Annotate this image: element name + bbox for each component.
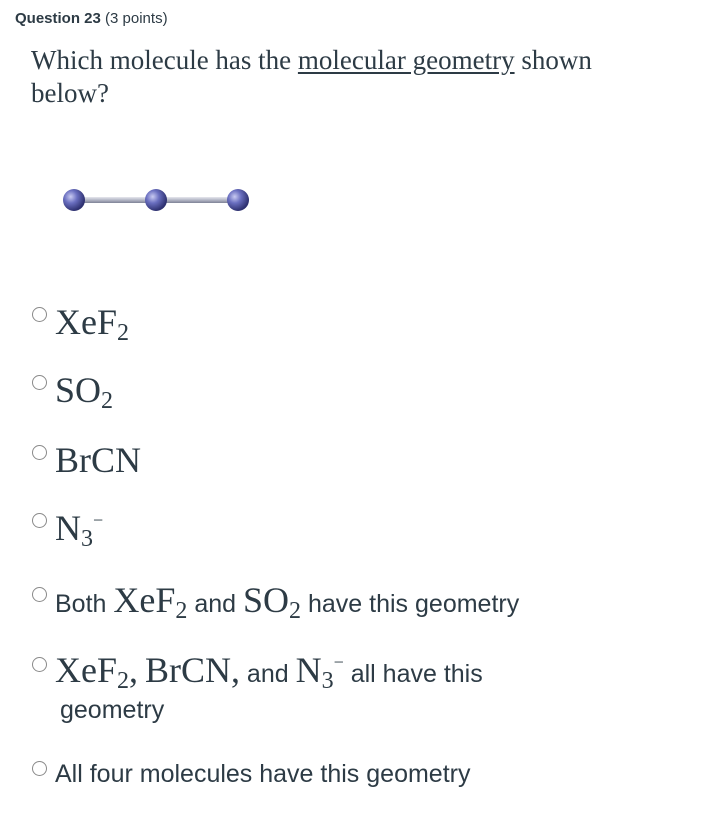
option-label: $N_3^-$	[55, 508, 104, 552]
bond-left	[75, 197, 157, 203]
atom-right	[227, 189, 249, 211]
option-label: $SO_2$	[55, 370, 114, 414]
question-text-underlined: molecular geometry	[297, 45, 515, 75]
option-label: XeF$_2$, BrCN, and $N_3^-$ all have this	[55, 650, 483, 694]
option-all-four[interactable]	[32, 756, 470, 792]
question-text-part2: shown below?	[31, 45, 592, 108]
question-text	[31, 44, 671, 110]
option-label: All four molecules have this geometry	[55, 760, 471, 788]
question-points: (3 points)	[105, 10, 168, 27]
atom-center	[145, 189, 167, 211]
option-6-label-line2: geometry	[60, 696, 165, 724]
bond-right	[157, 197, 239, 203]
option-radio[interactable]	[32, 657, 47, 672]
linear-molecule-image	[55, 180, 265, 220]
option-so2[interactable]	[32, 370, 114, 414]
option-brcn[interactable]	[32, 440, 141, 480]
question-title: Question 23	[15, 10, 101, 27]
question-text-part1: Which molecule has the	[31, 45, 298, 75]
option-both-xef2-so2[interactable]	[32, 582, 519, 622]
option-radio[interactable]	[32, 513, 47, 528]
option-radio[interactable]	[32, 375, 47, 390]
option-xef2[interactable]	[32, 302, 129, 346]
option-radio[interactable]	[32, 587, 47, 602]
option-label: BrCN	[55, 440, 142, 480]
question-header	[15, 10, 168, 27]
option-radio[interactable]	[32, 445, 47, 460]
option-label: Both XeF$_2$ and $SO_2$ have this geometry	[55, 580, 520, 624]
option-xef2-brcn-n3[interactable]	[32, 652, 483, 692]
option-radio[interactable]	[32, 307, 47, 322]
option-label: XeF$_2$	[55, 302, 129, 346]
option-radio[interactable]	[32, 761, 47, 776]
atom-left	[63, 189, 85, 211]
option-n3-minus[interactable]	[32, 508, 104, 552]
